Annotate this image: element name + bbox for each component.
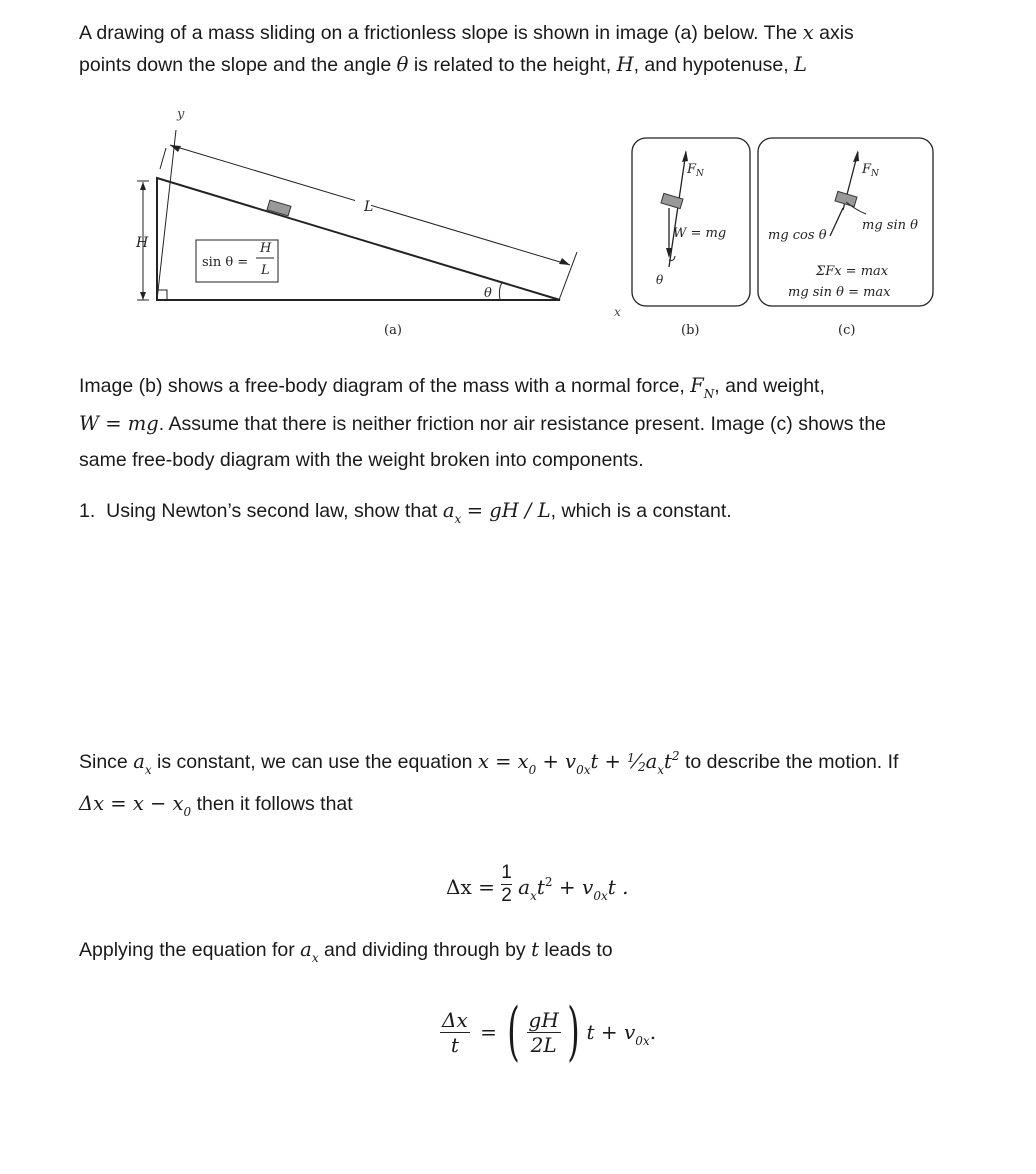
figure-b — [632, 138, 750, 338]
mgcos-arrow — [830, 208, 843, 236]
equation-delta-x: Δx = $\frac{1}{2}$ $a_xt^2 + v_{0x}t$ . — [446, 862, 629, 906]
theta-label-a: θ — [484, 286, 492, 301]
H-label: H — [136, 235, 149, 251]
para3-line-1: Since $a_x$ is constant, we can use the equation $x = x_0 + v_{0x}t$ + $^1⁄2a_xt^2$ to describe the motion. If — [79, 749, 899, 777]
theta-label-b: θ — [656, 273, 664, 287]
kinematic-equation: $x = x_0 + v_{0x}t$ + $^1⁄2a_xt^2$ — [477, 749, 680, 777]
paragraph-2 — [79, 368, 886, 478]
equation-average-velocity: $\frac{\Delta x}{t}$ = ( $\frac{gH}{2L}$ ) $t + v_{0x}$. — [442, 995, 657, 1069]
intro-line-1: A drawing of a mass sliding on a frictionless slope is shown in image (a) below. The x axis — [79, 21, 854, 44]
question-1: 1. Using Newton’s second law, show that $a_x$ = gH / L, which is a constant. — [79, 499, 732, 526]
caption-b: (b) — [681, 323, 700, 338]
figure-c — [758, 138, 933, 338]
mgcos-label: mg cos θ — [768, 228, 827, 243]
para2-line-3: same free-body diagram with the weight broken into components. — [79, 449, 644, 471]
y-axis-label: y — [177, 107, 185, 122]
sum-force-equation: ΣFx = max — [816, 264, 889, 279]
mass-c — [835, 191, 857, 206]
mgsin-label: mg sin θ — [862, 218, 918, 233]
L-label: L — [364, 199, 374, 215]
x-axis-label: x — [614, 305, 621, 319]
sliding-mass — [267, 200, 291, 216]
intro-paragraph — [79, 17, 854, 81]
para2-line-2: W = mg. Assume that there is neither friction nor air resistance present. Image (c) shows the — [79, 412, 887, 435]
right-angle-marker — [157, 290, 167, 300]
sin-theta-lhs: sin θ = — [202, 255, 249, 270]
para2-line-1: Image (b) shows a free-body diagram of the mass with a normal force, $F_N$, and weight, — [79, 374, 825, 401]
paragraph-4: Applying the equation for $a_x$ and dividing through by t leads to — [79, 938, 613, 965]
FN-label-b: $F_N$ — [687, 162, 704, 179]
normal-force-arrow-b — [669, 152, 686, 267]
intro-line-2: points down the slope and the angle θ is related to the height, H, and hypotenuse, L — [79, 53, 807, 76]
weight-label-b: W = mg — [673, 226, 727, 241]
sin-frac-denominator: L — [261, 263, 270, 278]
para3-line-2: $\Delta x = x - x_0$ then it follows that — [79, 792, 353, 819]
FN-label-c: $F_N$ — [862, 162, 879, 179]
y-axis — [157, 130, 176, 300]
mgsin-equation: mg sin θ = max — [788, 285, 891, 300]
physics-figure — [0, 90, 1036, 350]
caption-a: (a) — [384, 323, 402, 338]
sin-frac-numerator: H — [260, 241, 272, 256]
mgsin-arrow — [846, 202, 866, 214]
figure-a — [135, 107, 621, 338]
paragraph-3 — [79, 742, 898, 826]
caption-c: (c) — [838, 323, 856, 338]
